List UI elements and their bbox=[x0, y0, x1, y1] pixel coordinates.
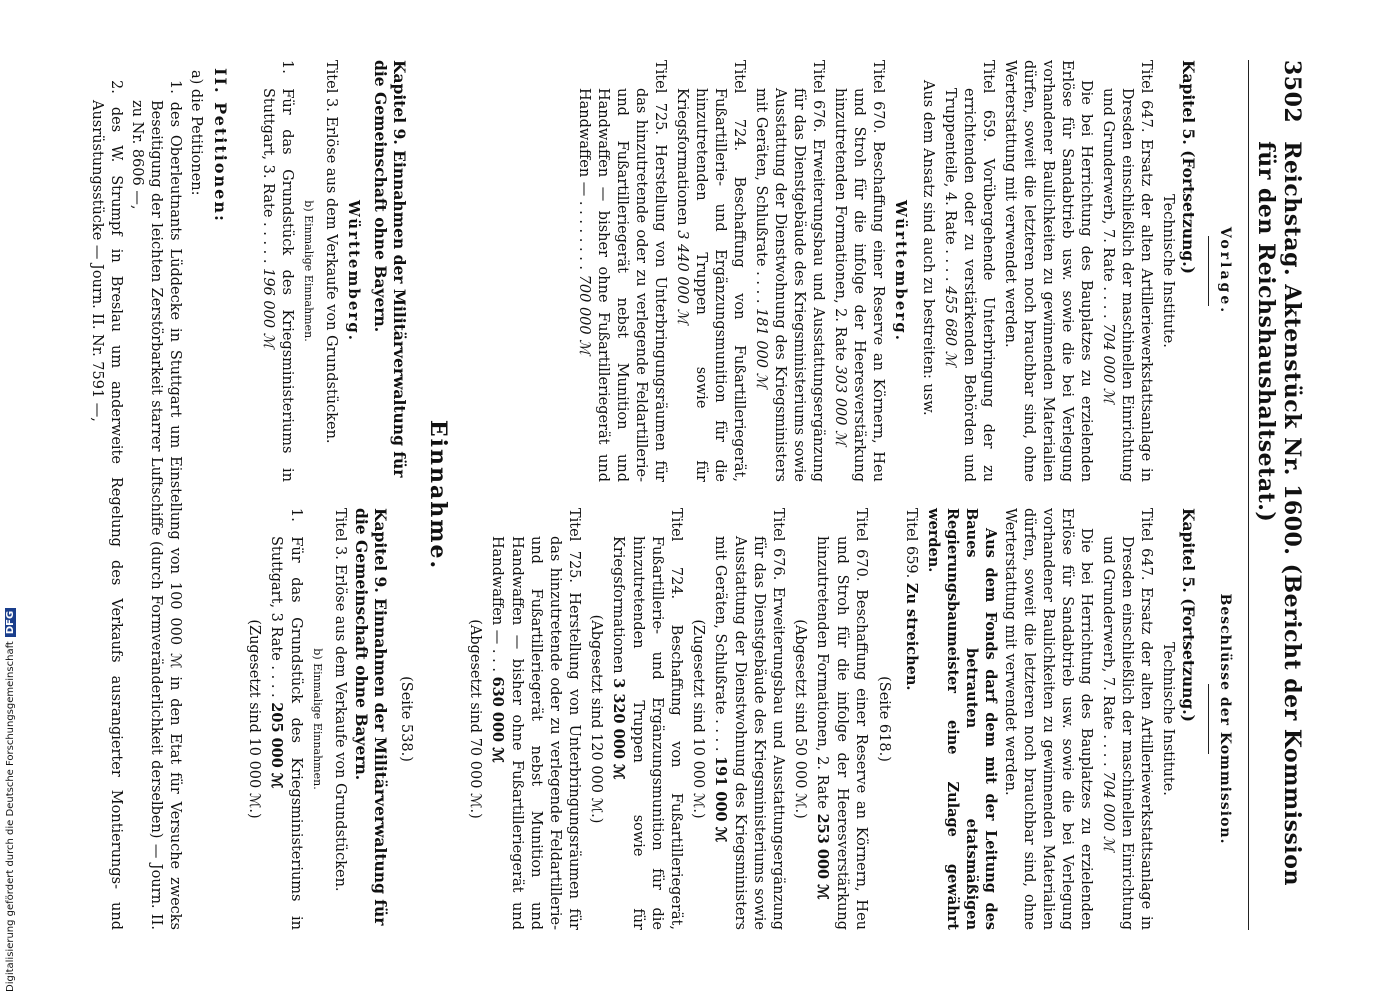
titel-725-adjust: (Abgesetzt sind 70 000 ℳ.) bbox=[467, 619, 483, 819]
titel-659-right: Titel 659. Zu streichen. bbox=[903, 508, 920, 691]
petitionen-intro: a) die Petitionen: bbox=[188, 70, 204, 196]
running-head bbox=[1248, 60, 1305, 930]
titel-647: Titel 647. Ersatz der alten Artilleriewerkstattsanlage in Dresden einschließlich der maschinellen Einrichtung und Grunderwerb, 7. Rate . . . . 704 000 ℳ bbox=[1100, 60, 1154, 482]
seite-618: (Seite 618.) bbox=[876, 676, 892, 762]
titel-647-note-right: Die bei Herrichtung des Bauplatzes zu erzielenden Erlöse für Sandabtrieb usw. sowie die bei Verlegung vorhandener Baulichkeiten zu gewinnenden Materialien dürfen, soweit die letzteren noch brauchbar sind, ohne Werterstattung mit verwendet werden. bbox=[1002, 508, 1094, 930]
petitionen-list bbox=[87, 60, 205, 930]
einnahme-region: Württemberg. bbox=[345, 200, 363, 342]
page-number: 3502 bbox=[1279, 60, 1305, 124]
titel-659-note: Aus dem Ansatz sind auch zu bestreiten: usw. bbox=[920, 80, 936, 416]
left-column-vorlage bbox=[465, 60, 1238, 482]
einmalige-einnahmen-right: b) Einmalige Einnahmen. bbox=[311, 648, 324, 790]
titel-670-right: Titel 670. Beschaffung einer Reserve an Körnern, Heu und Stroh für die infolge der Heeresverstärkung hinzutretenden Formationen, 2. Rate 253 000 ℳ bbox=[814, 508, 869, 930]
einnahme-heading: Einnahme. bbox=[425, 419, 451, 571]
einnahme-titel-3-left: Titel 3. Erlöse aus dem Verkaufe von Grundstücken. bbox=[323, 60, 339, 444]
titel-724: Titel 724. Beschaffung von Fußartilleriegerät, Fußartillerie- und Ergänzungsmunition für die hinzutretenden Truppen sowie für Kriegsformationen 3 440 000 ℳ bbox=[674, 60, 747, 482]
titel-647-right: Titel 647. Ersatz der alten Artilleriewerkstattsanlage in Dresden einschließlich der maschinellen Einrichtung und Grunderwerb, 7. Rate . . . . 704 000 ℳ bbox=[1100, 508, 1154, 930]
right-column-beschluesse bbox=[465, 508, 1238, 930]
titel-724-right: Titel 724. Beschaffung von Fußartilleriegerät, Fußartillerie- und Ergänzungsmunition für die hinzutretenden Truppen sowie für Kriegsformationen 3 320 000 ℳ bbox=[610, 508, 684, 930]
page-title: Reichstag. Aktenstück Nr. 1600. (Bericht der Kommission für den Reichshaushaltsetat.) bbox=[1253, 141, 1305, 886]
einnahme-item-1-adjust: (Zugesetzt sind 10 000 ℳ.) bbox=[246, 619, 262, 819]
two-column-section bbox=[465, 60, 1238, 930]
titel-647-bold-note: Aus dem Fonds darf dem mit der Leitung des Baues betrauten etatsmäßigen Regierungsbaumeister eine Zulage gewährt werden. bbox=[925, 508, 999, 930]
petitionen-heading: II. Petitionen: bbox=[211, 68, 230, 223]
einmalige-einnahmen-left: b) Einmalige Einnahmen. bbox=[302, 200, 315, 342]
einnahme-titel-3-right: Titel 3. Erlöse aus dem Verkaufe von Grundstücken. bbox=[332, 508, 348, 892]
einnahme-item-1-right: 1. Für das Grundstück des Kriegsministeriums in Stuttgart, 3 Rate . . . . 205 000 ℳ bbox=[268, 508, 304, 930]
einnahme-left bbox=[244, 60, 415, 482]
titel-670-adjust: (Abgesetzt sind 50 000 ℳ.) bbox=[792, 619, 808, 819]
petition-item-1: 1. des Oberleutnants Lüddecke in Stuttgart um Einstellung von 100 000 ℳ in den Etat für Versuche zwecks Beseitigung der leichten Zerstörbarkeit starrer Luftschiffe (durch Formveränderlichkeit derselben) — Journ. II. zu Nr. 8606 —, bbox=[129, 80, 183, 930]
dfg-logo: DFG bbox=[5, 608, 16, 637]
digitization-note: Digitalisierung gefördert durch die Deutsche ForschungsgemeinschaftDFG bbox=[5, 608, 16, 992]
petition-item-2: 2. des W. Strumpf in Breslau um anderweite Regelung des Verkaufs ausrangierter Montierungs- und Ausrüstungsstücke — Journ. II. Nr. 7591 —, bbox=[89, 80, 124, 930]
left-column-heading: Vorlage. bbox=[1208, 60, 1234, 482]
chapter-5-heading: Kapitel 5. (Fortsetzung.) bbox=[1179, 60, 1198, 274]
einnahme-right bbox=[244, 508, 415, 930]
titel-647-note: Die bei Herrichtung des Bauplatzes zu erzielenden Erlöse für Sandabtrieb usw. sowie die bei Verlegung vorhandener Baulichkeiten zu gewinnenden Materialien dürfen, soweit die letzteren noch brauchbar sind, ohne Werterstattung mit verwendet werden. bbox=[1002, 60, 1094, 482]
seite-538: (Seite 538.) bbox=[398, 676, 414, 762]
titel-676: Titel 676. Erweiterungsbau und Ausstattungsergänzung für das Dienstgebäude des Kriegsministeriums sowie Ausstattung der Dienstwohnung des Kriegsministers mit Geräten, Schlußrate . . . . 181 000 ℳ bbox=[753, 60, 826, 482]
chapter-5-heading-right: Kapitel 5. (Fortsetzung.) bbox=[1179, 508, 1198, 722]
titel-725-right: Titel 725. Herstellung von Unterbringungsräumen für das hinzutretende oder zu verlegende Feldartillerie- und Fußartilleriegerät nebst Munition und Handwaffen — bisher ohne Fußartilleriegerät und Handwaffen — . . . 630 000 ℳ bbox=[489, 508, 582, 930]
right-column-heading: Beschlüsse der Kommission. bbox=[1208, 508, 1234, 930]
einnahme-item-1-left: 1. Für das Grundstück des Kriegsministeriums in Stuttgart, 3. Rate . . . . . 196 000 ℳ bbox=[260, 60, 295, 482]
chapter-5-subtitle: Technische Institute. bbox=[1160, 194, 1176, 348]
chapter-5-subtitle-right: Technische Institute. bbox=[1160, 642, 1176, 796]
titel-659: Titel 659. Vorübergehende Unterbringung der zu errichtenden oder zu verstärkenden Behörden und Truppenteile, 4. Rate . . . . 455 680 ℳ bbox=[942, 60, 996, 482]
einnahme-columns bbox=[244, 60, 415, 930]
titel-676-adjust: (Zugesetzt sind 10 000 ℳ.) bbox=[690, 619, 706, 819]
titel-725: Titel 725. Herstellung von Unterbringungsräumen für das hinzutretende oder zu verlegende Feldartillerie- und Fußartilleriegerät nebst Munition und Handwaffen — bisher ohne Fußartilleriegerät und Handwaffen — . . . . . . . . 700 000 ℳ bbox=[576, 60, 668, 482]
titel-676-right: Titel 676. Erweiterungsbau und Ausstattungsergänzung für das Dienstgebäude des Kriegsministeriums sowie Ausstattung der Dienstwohnung des Kriegsministers mit Geräten, Schlußrate . . . . 191 000 ℳ bbox=[712, 508, 786, 930]
kapitel-9-right: Kapitel 9. Einnahmen der Militärverwaltung für die Gemeinschaft ohne Bayern. bbox=[352, 508, 390, 926]
titel-670: Titel 670. Beschaffung einer Reserve an Körnern, Heu und Stroh für die infolge der Heeresverstärkung hinzutretenden Formationen, 2. Rate 303 000 ℳ bbox=[832, 60, 886, 482]
kapitel-9-left: Kapitel 9. Einnahmen der Militärverwaltung für die Gemeinschaft ohne Bayern. bbox=[371, 60, 409, 478]
wuerttemberg-heading: Württemberg. bbox=[892, 200, 910, 342]
titel-724-adjust: (Abgesetzt sind 120 000 ℳ.) bbox=[588, 614, 604, 824]
